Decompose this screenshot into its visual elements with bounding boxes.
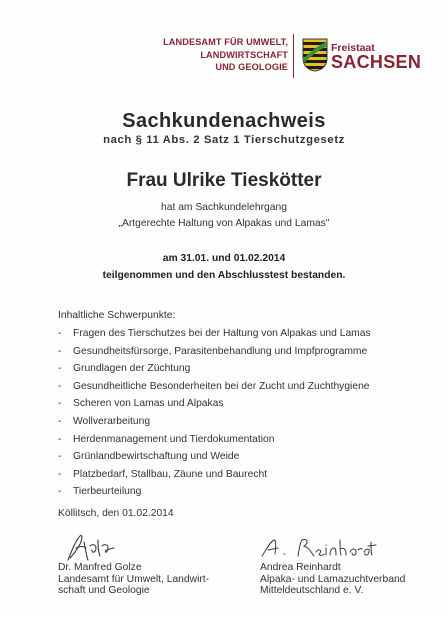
signer-left-line-3: schaft und Geologie (58, 585, 150, 596)
bullet-dash: - (58, 433, 62, 445)
list-item-text: Platzbedarf, Stallbau, Zäune und Baurecht (73, 468, 268, 480)
course-title: „Artgerechte Haltung von Alpakas und Lamas" (118, 218, 330, 229)
list-item (58, 486, 371, 504)
list-item-text: Wollverarbeitung (73, 415, 151, 427)
bullet-dash: - (58, 468, 62, 480)
completion-statement: teilgenommen und den Abschlusstest bestanden. (102, 270, 346, 281)
list-item-text: Tierbeurteilung (73, 486, 142, 498)
authority-name (152, 36, 288, 74)
state-label-small: Freistaat (331, 42, 375, 54)
state-label-big: SACHSEN (331, 52, 422, 72)
list-item-text: Gesundheitsfürsorge, Parasitenbehandlung und Impfprogramme (73, 345, 368, 357)
bullet-dash: - (58, 380, 62, 392)
list-item (58, 434, 371, 452)
authority-line-1: LANDESAMT FÜR UMWELT, (163, 37, 288, 47)
signer-left-line-2: Landesamt für Umwelt, Landwirt- (58, 573, 210, 585)
course-intro: hat am Sachkundelehrgang (161, 202, 287, 213)
signature-left-icon (62, 532, 132, 564)
list-item (58, 328, 371, 346)
authority-line-2: LANDWIRTSCHAFT (200, 49, 288, 60)
list-item-text: Grünlandbewirtschaftung und Weide (73, 451, 240, 463)
bullet-dash: - (58, 328, 62, 339)
signer-right (260, 562, 405, 597)
bullet-dash: - (58, 345, 62, 357)
recipient-name: Frau Ulrike Tieskötter (126, 170, 322, 191)
list-item (58, 363, 371, 381)
authority-line-3: UND GEOLOGIE (215, 62, 288, 72)
list-item-text: Fragen des Tierschutzes bei der Haltung von Alpakas und Lamas (73, 328, 371, 339)
certificate-title: Sachkundenachweis (122, 110, 326, 132)
bullet-dash: - (58, 363, 62, 375)
bullet-dash: - (58, 415, 62, 427)
bullet-dash: - (58, 451, 62, 463)
certificate-subtitle: nach § 11 Abs. 2 Satz 1 Tierschutzgesetz (103, 134, 345, 146)
list-item (58, 416, 371, 434)
signer-left-line-1: Dr. Manfred Golze (58, 562, 142, 573)
list-item (58, 451, 371, 469)
signer-right-line-2: Alpaka- und Lamazuchtverband (260, 573, 406, 585)
signer-left (58, 562, 209, 597)
saxony-coat-of-arms-icon (302, 38, 328, 72)
list-item-text: Scheren von Lamas und Alpakas (73, 398, 224, 410)
signature-right-icon (258, 536, 388, 560)
signer-right-line-3: Mitteldeutschland e. V. (260, 585, 364, 596)
logo-divider (293, 34, 294, 78)
bullet-dash: - (58, 398, 62, 410)
list-item (58, 398, 371, 416)
list-item-text: Grundlagen der Züchtung (73, 363, 191, 375)
bullet-dash: - (58, 486, 62, 498)
list-item (58, 469, 371, 487)
list-item (58, 346, 371, 364)
course-dates: am 31.01. und 01.02.2014 (162, 253, 286, 264)
list-item (58, 381, 371, 399)
list-item-text: Gesundheitliche Besonderheiten bei der Zucht und Zuchthygiene (73, 380, 370, 392)
focus-heading: Inhaltliche Schwerpunkte: (58, 310, 176, 321)
list-item-text: Herdenmanagement und Tierdokumentation (73, 433, 275, 445)
place-date: Köllitsch, den 01.02.2014 (58, 508, 174, 519)
signer-right-line-1: Andrea Reinhardt (260, 562, 341, 573)
focus-list (58, 328, 371, 504)
